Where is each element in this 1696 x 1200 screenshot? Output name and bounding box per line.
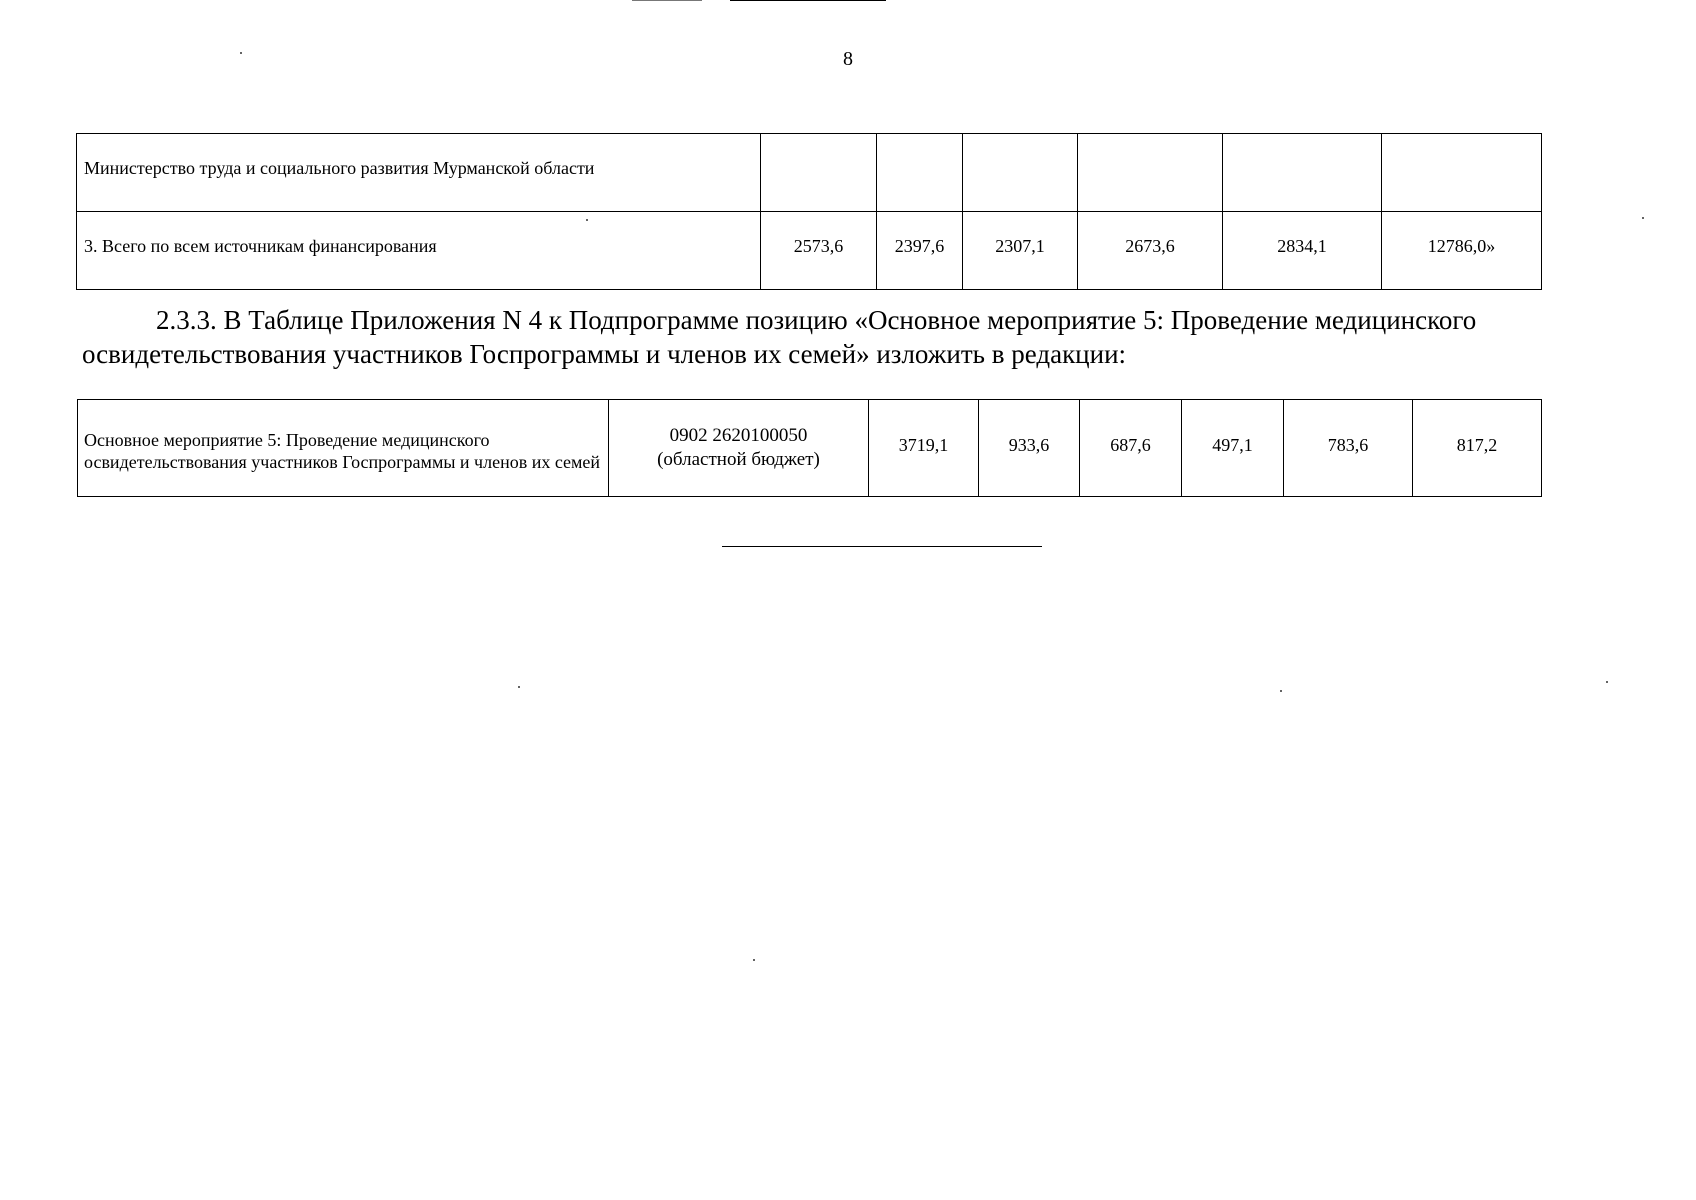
amendment-paragraph xyxy=(82,303,1562,371)
table-cell: 2397,6 xyxy=(877,212,963,290)
table-row xyxy=(77,212,1542,290)
table-cell: 2307,1 xyxy=(963,212,1078,290)
table-cell xyxy=(877,134,963,212)
activity-table xyxy=(77,399,1542,497)
paragraph-line: 2.3.3. В Таблице Приложения N 4 к Подпрограмме позицию «Основное мероприятие 5: Проведение медицинского xyxy=(156,305,1477,335)
table-cell: 687,6 xyxy=(1080,400,1182,497)
table-cell xyxy=(761,134,877,212)
funding-table xyxy=(76,133,1542,290)
end-of-document-rule xyxy=(722,546,1042,547)
table-cell xyxy=(1382,134,1542,212)
table-cell xyxy=(963,134,1078,212)
scan-speck xyxy=(1642,217,1644,219)
table-cell: 12786,0» xyxy=(1382,212,1542,290)
table-cell: 2573,6 xyxy=(761,212,877,290)
page-number: 8 xyxy=(843,48,853,70)
budget-code: 0902 2620100050 xyxy=(669,425,808,446)
row-label: 3. Всего по всем источникам финансирования xyxy=(77,212,761,290)
scan-speck xyxy=(586,219,588,221)
table-cell: 933,6 xyxy=(979,400,1080,497)
table-cell: 2673,6 xyxy=(1078,212,1223,290)
table-cell: 497,1 xyxy=(1182,400,1284,497)
row-label: Министерство труда и социального развития Мурманской области xyxy=(77,134,761,212)
table-cell xyxy=(1223,134,1382,212)
scan-speck xyxy=(1606,681,1608,683)
table-cell: 783,6 xyxy=(1284,400,1413,497)
table-row xyxy=(78,400,1542,497)
table-cell: 3719,1 xyxy=(869,400,979,497)
scan-speck xyxy=(240,52,242,54)
table-cell: 2834,1 xyxy=(1223,212,1382,290)
scan-speck xyxy=(753,959,755,961)
table-cell: 817,2 xyxy=(1413,400,1542,497)
top-edge-rule-faint xyxy=(632,0,702,1)
activity-label: Основное мероприятие 5: Проведение медицинского освидетельствования участников Госпрограммы и членов их семей xyxy=(78,400,609,497)
budget-source: (областной бюджет) xyxy=(657,449,820,470)
table-row xyxy=(77,134,1542,212)
top-edge-rule xyxy=(730,0,886,1)
paragraph-line: освидетельствования участников Госпрограммы и членов их семей» изложить в редакции: xyxy=(82,339,1127,369)
budget-code-cell xyxy=(609,400,869,497)
table-cell xyxy=(1078,134,1223,212)
scan-speck xyxy=(1280,690,1282,692)
scan-speck xyxy=(518,686,520,688)
